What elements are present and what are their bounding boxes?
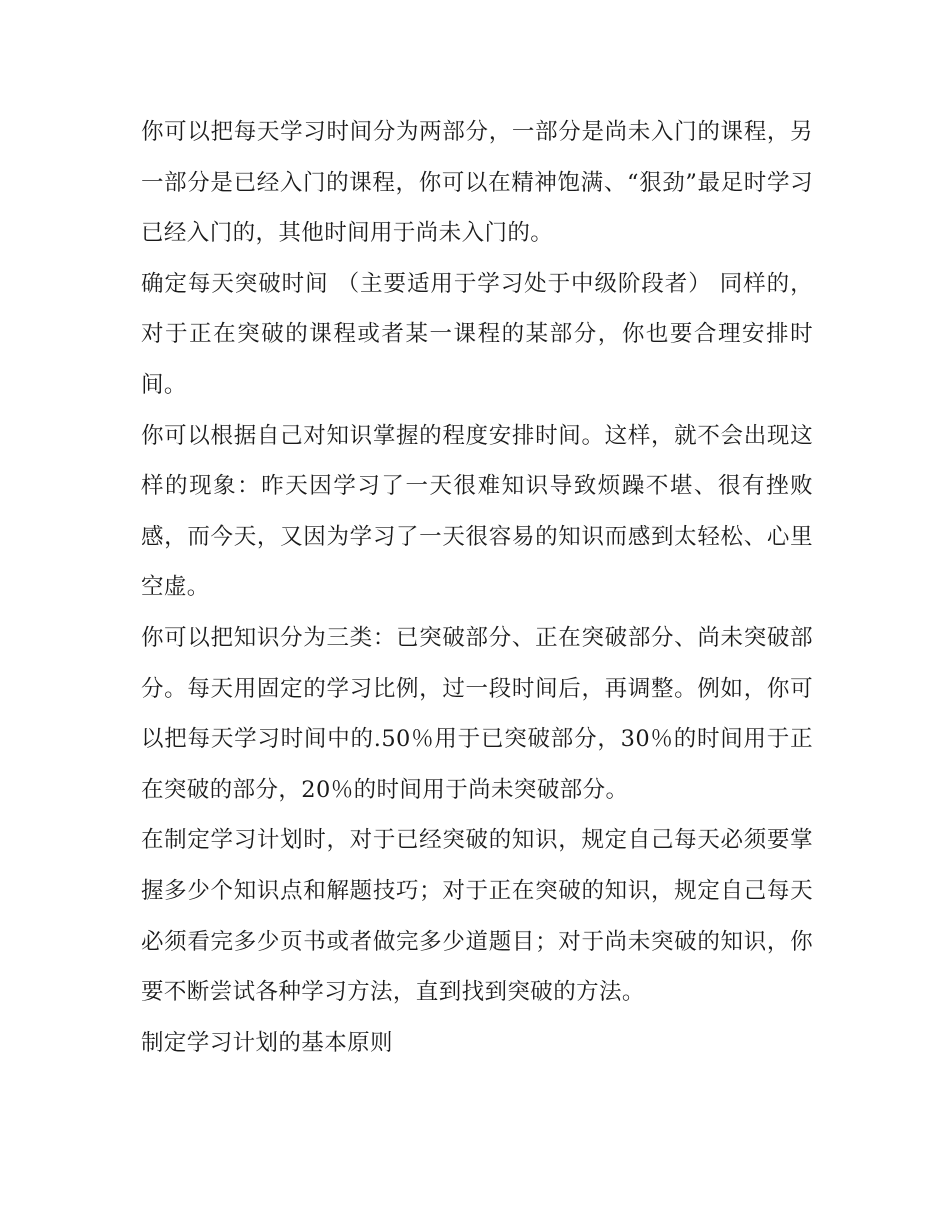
paragraph-time-by-mastery: 你可以根据自己对知识掌握的程度安排时间。这样，就不会出现这样的现象：昨天因学习了一天很难知识导致烦躁不堪、很有挫败感，而今天，又因为学习了一天很容易的知识而感到太轻松、心里空虚。 xyxy=(141,422,813,601)
paragraph-plan-rules: 在制定学习计划时，对于已经突破的知识，规定自己每天必须要掌握多少个知识点和解题技巧；对于正在突破的知识，规定自己每天必须看完多少页书或者做完多少道题目；对于尚未突破的知识，你要不断尝试各种学习方法，直到找到突破的方法。 xyxy=(141,827,813,1006)
paragraph-daily-breakthrough-time: 确定每天突破时间 （主要适用于学习处于中级阶段者） 同样的，对于正在突破的课程或者某一课程的某部分，你也要合理安排时间。 xyxy=(141,270,813,398)
document-page xyxy=(141,107,813,1068)
paragraph-study-time-split: 你可以把每天学习时间分为两部分，一部分是尚未入门的课程，另一部分是已经入门的课程，你可以在精神饱满、“狠劲”最足时学习已经入门的，其他时间用于尚未入门的。 xyxy=(141,119,813,247)
paragraph-three-knowledge-types: 你可以把知识分为三类：已突破部分、正在突破部分、尚未突破部分。每天用固定的学习比例，过一段时间后，再调整。例如，你可以把每天学习时间中的.50％用于已突破部分，30％的时间用于正在突破的部分，20％的时间用于尚未突破部分。 xyxy=(141,624,813,803)
section-heading-basic-principles: 制定学习计划的基本原则 xyxy=(141,1029,393,1056)
